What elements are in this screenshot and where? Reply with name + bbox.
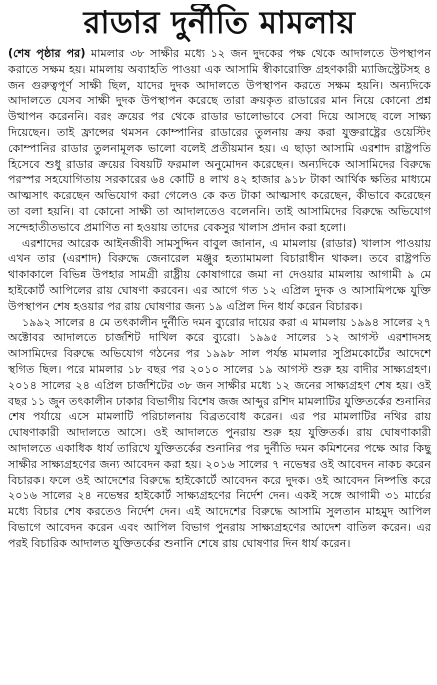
- article-paragraph-1: [8, 46, 431, 236]
- article-paragraph-2: এরশাদের আরেক আইনজীবী সামসুদ্দিন বাবুল জানান, এ মামলায় (রাডার) খালাস পাওয়ায় এখন তার (এরশাদ) বিরুদ্ধে জেনারেল মঞ্জুর হত্যামামলা বিচারাধীন থাকল। তবে রাষ্ট্রপতি থাকাকালে বিভিন্ন উপহার সামগ্রী রাষ্ট্রীয় কোষাগারে জমা না দেওয়ার মামলায় আগামী ৯ মে হাইকোর্ট আপিলের রায় ঘোষণা করবেন। এর আগে গত ১২ এপ্রিল দুদক ও আসামিপক্ষে যুক্তি উপস্থাপন শেষ হওয়ার পর রায় ঘোষণার জন্য ১৯ এপ্রিল দিন ধার্য করেন বিচারক।: [8, 236, 431, 313]
- continued-from-tag: (শেষ পৃষ্ঠার পর): [8, 47, 86, 60]
- article-body: [8, 46, 431, 552]
- article-paragraph-3: ১৯৯২ সালের ৪ মে তৎকালীন দুর্নীতি দমন ব্যুরোর দায়ের করা এ মামলায় ১৯৯৪ সালের ২৭ অক্টোবর আদালতে চার্জশিট দাখিল করে ব্যুরো। ১৯৯৫ সালের ১২ আগস্ট এরশাদসহ আসামিদের বিরুদ্ধে অভিযোগ গঠনের পর ১৯৯৮ সাল পর্যন্ত মামলার সুপ্রিমকোর্টের আদেশে স্থগিত ছিল। পরে মামলার ১৮ বছর পর ২০১০ সালের ১৯ আগস্ট শুরু হয় বাদীর সাক্ষ্যগ্রহণ। ২০১৪ সালের ২৪ এপ্রিল চার্জশিটের ৩৮ জন সাক্ষীর মধ্যে ১২ জনের সাক্ষ্যগ্রহণ শেষ হয়। ওই বছর ১১ জুন তৎকালীন ঢাকার বিভাগীয় বিশেষ জজ আব্দুর রশিদ মামলাটির যুক্তিতর্কের শুনানির শেষ পর্যায়ে এসে মামলাটি পরিচালনায় বিব্রতবোধ করেন। এর পর মামলাটির নথির রায় ঘোষণাকারী আদালতে আসে। ওই আদালতে পুনরায় শুরু হয় যুক্তিতর্ক। রায় ঘোষণাকারী আদালতে একাধিক ধার্য তারিখে যুক্তিতর্কের শুনানির পর দুর্নীতি দমন কমিশনের পক্ষে আর কিছু সাক্ষীর সাক্ষ্যগ্রহণের জন্য আবেদন করা হয়। ২০১৬ সালের ৭ নভেম্বর ওই আবেদন নাকচ করেন বিচারক। ফলে ওই আদেশের বিরুদ্ধে হাইকোর্টে আবেদন করে দুদক। ওই আবেদন নিষ্পত্তি করে ২০১৬ সালের ২৪ নভেম্বর হাইকোর্ট সাক্ষ্যগ্রহণের নির্দেশ দেন। একই সঙ্গে আগামী ৩১ মার্চের মধ্যে বিচার শেষ করতেও নির্দেশ দেন। এই আদেশের বিরুদ্ধে আসামি সুলতান মাহমুদ আপিল বিভাগে আবেদন করেন এবং আপিল বিভাগ পুনরায় সাক্ষ্যগ্রহণের আদেশ বাতিল করেন। এর পরই বিচারিক আদালত যুক্তিতর্কের শুনানি শেষে রায় ঘোষণার দিন ধার্য করেন।: [8, 315, 431, 550]
- article-headline: রাডার দুর্নীতি মামলায়: [83, 5, 356, 41]
- article-paragraph-1-text: মামলার ৩৮ সাক্ষীর মধ্যে ১২ জন দুদকের পক্ষ থেকে আদালতে উপস্থাপন করাতে সক্ষম হয়। মামলায় অব্যাহতি পাওয়া এক আসামি স্বীকারোক্তি গ্রহণকারী ম্যাজিস্ট্রেটসহ ৪ জন গুরুত্বপূর্ণ সাক্ষী ছিল, যাদের দুদক আদালতে উপস্থাপন করতে সক্ষম হয়নি। অন্যদিকে আদালতে যেসব সাক্ষী দুদক উপস্থাপন করেছে তারা ক্রয়কৃত রাডারের মান নিয়ে কোনো প্রশ্ন উত্থাপন করেননি। বরং ক্রয়ের পর থেকে রাডার ভালোভাবে সেবা দিয়ে আসছে বলে সাক্ষ্য দিয়েছেন। তাই ফ্রান্সের থমসন কোম্পানির রাডারের তুলনায় ক্রয় করা যুক্তরাষ্ট্রের ওয়েস্টিং কোম্পানির রাডার তুলনামূলক ভালো বলেই প্রতীয়মান হয়। এ ছাড়া আসামি এরশাদ রাষ্ট্রপতি হিসেবে শুধু রাডার ক্রয়ের বিষয়টি ফরমাল অনুমোদন করেছেন। অন্যদিকে আসামিদের বিরুদ্ধে পরস্পর সহযোগিতায় সরকারের ৬৪ কোটি ৪ লাখ ৪২ হাজার ৯১৮ টাকা আর্থিক ক্ষতির মাধ্যমে আত্মসাৎ করেছেন অভিযোগ করা গেলেও কে কত টাকা আত্মসাৎ করেছেন, কীভাবে করেছেন তা বলা হয়নি। বা কোনো সাক্ষী তা আদালতেও বলেননি। তাই আসামিদের বিরুদ্ধে অভিযোগ সন্দেহাতীতভাবে প্রমাণিত না হওয়ায় তাদের বেকসুর খালাস প্রদান করা হলো।: [8, 47, 432, 234]
